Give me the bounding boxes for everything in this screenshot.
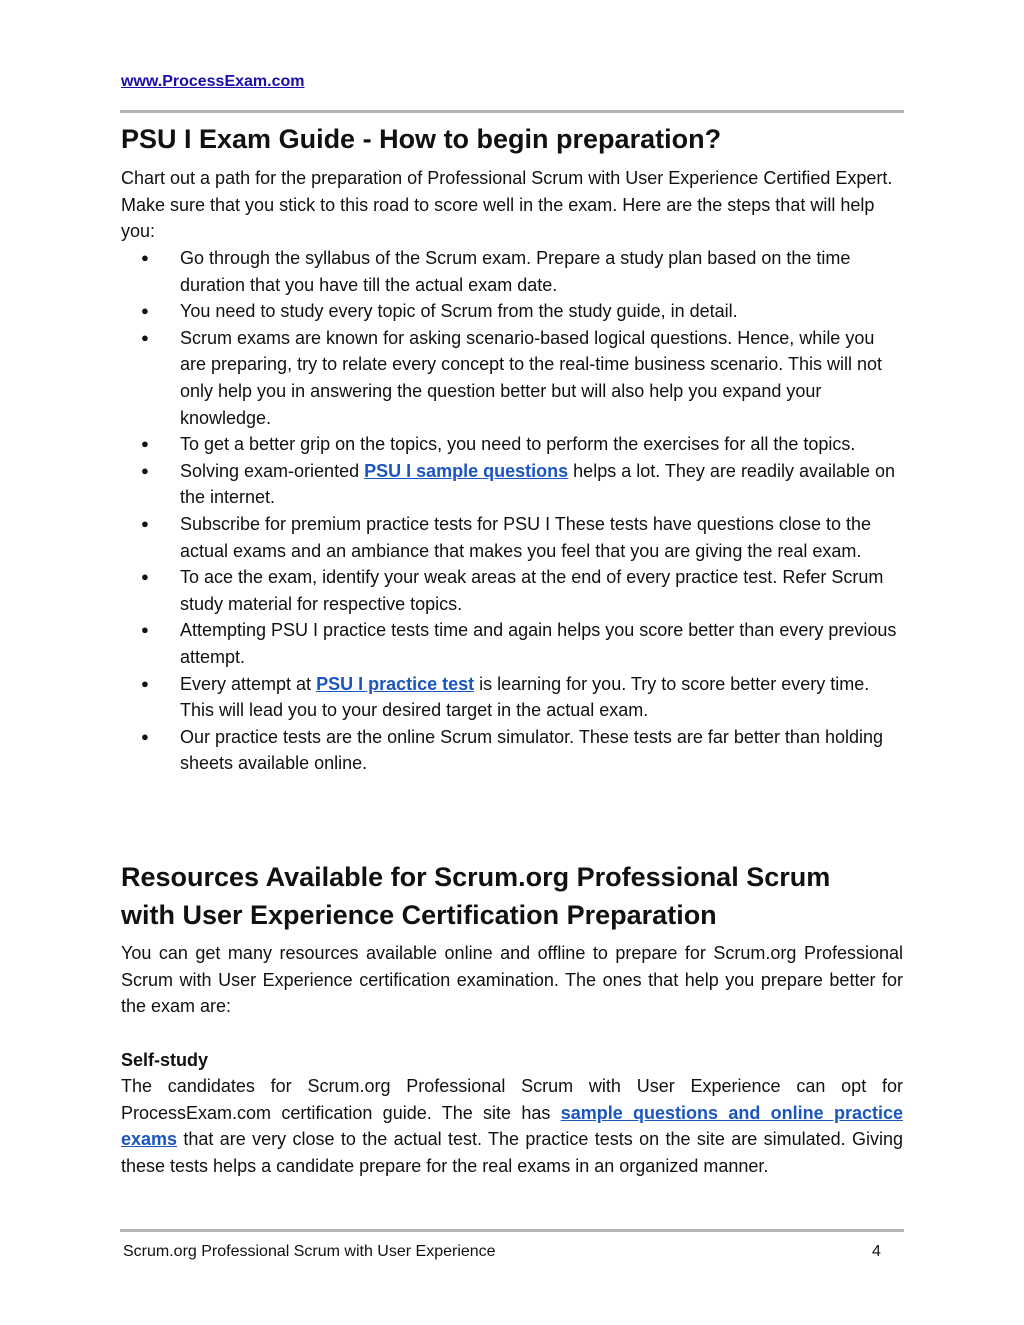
sample-questions-online-practice-link[interactable]: sample questions and online practice exams [121,1102,903,1150]
list-item [121,511,903,564]
footer-divider [120,1229,904,1232]
bullet-icon: ● [141,329,149,345]
list-item-text: Subscribe for premium practice tests for PSU I These tests have questions close to the actual exams and an ambiance that makes you feel that you are giving the real exam. [180,513,871,561]
site-link[interactable]: www.ProcessExam.com [121,73,305,90]
self-study-text: The candidates for Scrum.org Professional Scrum with User Experience can opt for ProcessExam.com certification guide. The site has [121,1076,903,1123]
list-item [121,671,903,724]
list-item-text: You need to study every topic of Scrum from the study guide, in detail. [180,301,738,322]
self-study-paragraph [121,1073,903,1179]
bullet-icon: ● [141,675,149,691]
self-study-heading: Self-study [121,1050,209,1070]
bullet-icon: ● [141,728,149,744]
list-item-text: is learning for you. Try to score better every time. This will lead you to your desired target in the actual exam. [180,673,870,721]
exam-guide-intro: Chart out a path for the preparation of Professional Scrum with User Experience Certified Expert. Make sure that you stick to this road to score well in the exam. Here are the steps that will help you: [121,168,893,242]
list-item-text: Our practice tests are the online Scrum simulator. These tests are far better than holding sheets available online. [180,726,884,774]
list-item-text: To get a better grip on the topics, you need to perform the exercises for all the topics. [180,434,856,455]
list-item-text: Attempting PSU I practice tests time and again helps you score better than every previous attempt. [180,620,897,667]
list-item-text: To ace the exam, identify your weak areas at the end of every practice test. Refer Scrum study material for respective topics. [180,567,884,614]
section-title-resources [121,858,903,934]
header-divider [120,110,904,113]
list-item-text: Go through the syllabus of the Scrum exam. Prepare a study plan based on the time duration that you have till the actual exam date. [180,248,851,295]
list-item [121,298,903,325]
bullet-icon: ● [141,303,149,319]
list-item [121,325,903,431]
list-item [121,245,903,298]
list-item [121,564,903,617]
section-title-exam-guide: PSU I Exam Guide - How to begin preparation? [121,124,722,154]
list-item-text: Scrum exams are known for asking scenario-based logical questions. Hence, while you are preparing, try to relate every concept to the real-time business scenario. This will not only help you in answering the question better but will also help you expand your knowledge. [180,327,882,428]
preparation-steps-list [121,245,903,777]
list-item [121,617,903,670]
resources-intro: You can get many resources available online and offline to prepare for Scrum.org Professional Scrum with User Experience certification examination. The ones that help you prepare better for the exam are: [121,943,903,1017]
list-item-text: Solving exam-oriented [180,460,365,481]
bullet-icon: ● [141,250,149,265]
list-item [121,458,903,511]
list-item [121,724,903,777]
bullet-icon: ● [141,436,149,452]
bullet-icon: ● [141,622,149,638]
list-item [121,431,903,458]
document-page [121,0,903,1325]
list-item-text: helps a lot. They are readily available on the internet. [180,460,896,508]
psu-practice-test-link[interactable]: PSU I practice test [316,673,475,694]
section-title-line: with User Experience Certification Preparation [121,900,717,930]
page-number: 4 [872,1243,881,1260]
psu-sample-questions-link[interactable]: PSU I sample questions [364,460,569,481]
section-title-line: Resources Available for Scrum.org Professional Scrum [121,862,831,892]
bullet-icon: ● [141,515,149,531]
bullet-icon: ● [141,462,149,478]
list-item-text: Every attempt at [180,673,317,694]
footer-title: Scrum.org Professional Scrum with User Experience [123,1243,496,1260]
self-study-text: that are very close to the actual test. The practice tests on the site are simulated. Giving these tests helps a candidate prepare for the real exams in an organized manner. [121,1129,903,1176]
bullet-icon: ● [141,569,149,585]
